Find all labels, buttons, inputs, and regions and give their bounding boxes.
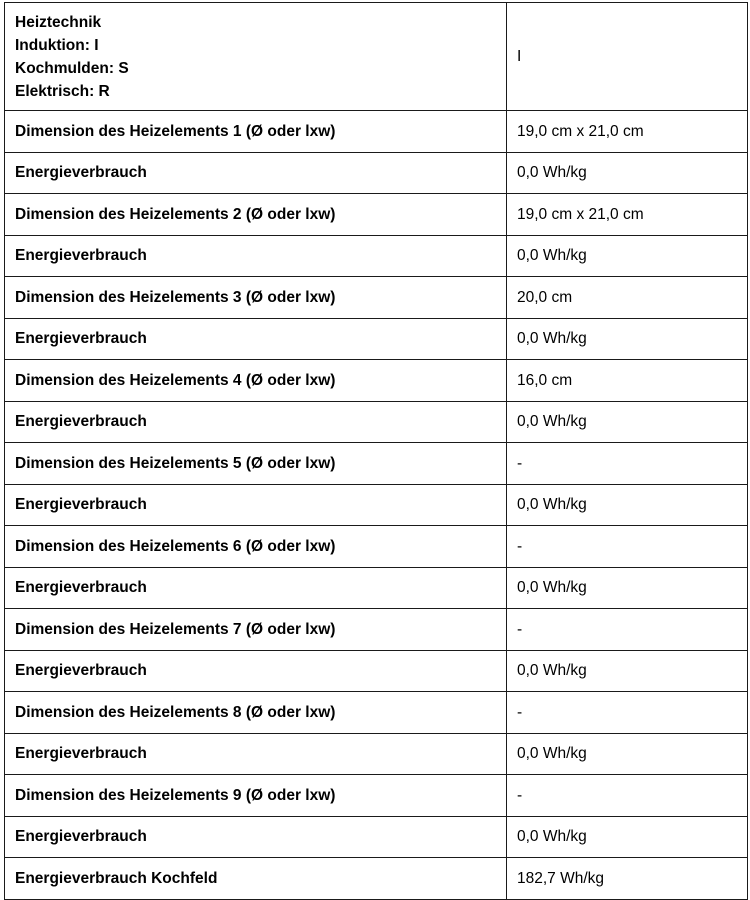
table-row (5, 360, 748, 402)
row-value: 0,0 Wh/kg (507, 567, 748, 609)
total-label: Energieverbrauch Kochfeld (5, 858, 507, 900)
table-row-heiztechnik (5, 3, 748, 111)
row-value: 0,0 Wh/kg (507, 816, 748, 858)
row-label: Dimension des Heizelements 1 (Ø oder lxw) (5, 111, 507, 153)
row-label: Dimension des Heizelements 2 (Ø oder lxw) (5, 194, 507, 236)
row-label: Dimension des Heizelements 9 (Ø oder lxw) (5, 775, 507, 817)
table-row (5, 816, 748, 858)
table-row (5, 401, 748, 443)
table-row (5, 567, 748, 609)
heiztechnik-option-kochmulden: Kochmulden: S (15, 60, 129, 77)
row-value: 0,0 Wh/kg (507, 484, 748, 526)
row-value: 0,0 Wh/kg (507, 650, 748, 692)
heiztechnik-title: Heiztechnik (15, 14, 102, 31)
table-row (5, 318, 748, 360)
heiztechnik-option-induktion: Induktion: I (15, 37, 99, 54)
row-label: Energieverbrauch (5, 235, 507, 277)
row-value: 0,0 Wh/kg (507, 401, 748, 443)
row-value: 0,0 Wh/kg (507, 152, 748, 194)
heiztechnik-option-elektrisch: Elektrisch: R (15, 83, 110, 100)
table-row (5, 443, 748, 485)
row-label: Energieverbrauch (5, 567, 507, 609)
table-row (5, 235, 748, 277)
row-value: - (507, 609, 748, 651)
row-label: Energieverbrauch (5, 816, 507, 858)
table-row (5, 692, 748, 734)
row-label: Energieverbrauch (5, 318, 507, 360)
row-label: Dimension des Heizelements 7 (Ø oder lxw) (5, 609, 507, 651)
table-row (5, 609, 748, 651)
heiztechnik-value: I (507, 3, 748, 111)
table-row (5, 152, 748, 194)
row-label: Dimension des Heizelements 5 (Ø oder lxw) (5, 443, 507, 485)
table-row (5, 111, 748, 153)
row-value: 16,0 cm (507, 360, 748, 402)
table-row (5, 277, 748, 319)
row-value: 0,0 Wh/kg (507, 318, 748, 360)
table-row (5, 650, 748, 692)
row-value: 0,0 Wh/kg (507, 733, 748, 775)
row-label: Energieverbrauch (5, 484, 507, 526)
row-label: Dimension des Heizelements 6 (Ø oder lxw) (5, 526, 507, 568)
row-label: Energieverbrauch (5, 650, 507, 692)
table-row (5, 775, 748, 817)
row-label: Dimension des Heizelements 3 (Ø oder lxw) (5, 277, 507, 319)
row-value: 19,0 cm x 21,0 cm (507, 111, 748, 153)
row-value: - (507, 443, 748, 485)
row-label: Energieverbrauch (5, 152, 507, 194)
heiztechnik-label-cell (5, 3, 507, 111)
row-value: 0,0 Wh/kg (507, 235, 748, 277)
row-value: 19,0 cm x 21,0 cm (507, 194, 748, 236)
table-row-total (5, 858, 748, 900)
table-row (5, 484, 748, 526)
row-label: Dimension des Heizelements 8 (Ø oder lxw) (5, 692, 507, 734)
total-value: 182,7 Wh/kg (507, 858, 748, 900)
row-value: - (507, 526, 748, 568)
table-row (5, 526, 748, 568)
row-label: Energieverbrauch (5, 733, 507, 775)
row-label: Energieverbrauch (5, 401, 507, 443)
spec-table (4, 2, 748, 900)
row-value: 20,0 cm (507, 277, 748, 319)
row-value: - (507, 692, 748, 734)
table-row (5, 733, 748, 775)
row-label: Dimension des Heizelements 4 (Ø oder lxw) (5, 360, 507, 402)
table-row (5, 194, 748, 236)
row-value: - (507, 775, 748, 817)
